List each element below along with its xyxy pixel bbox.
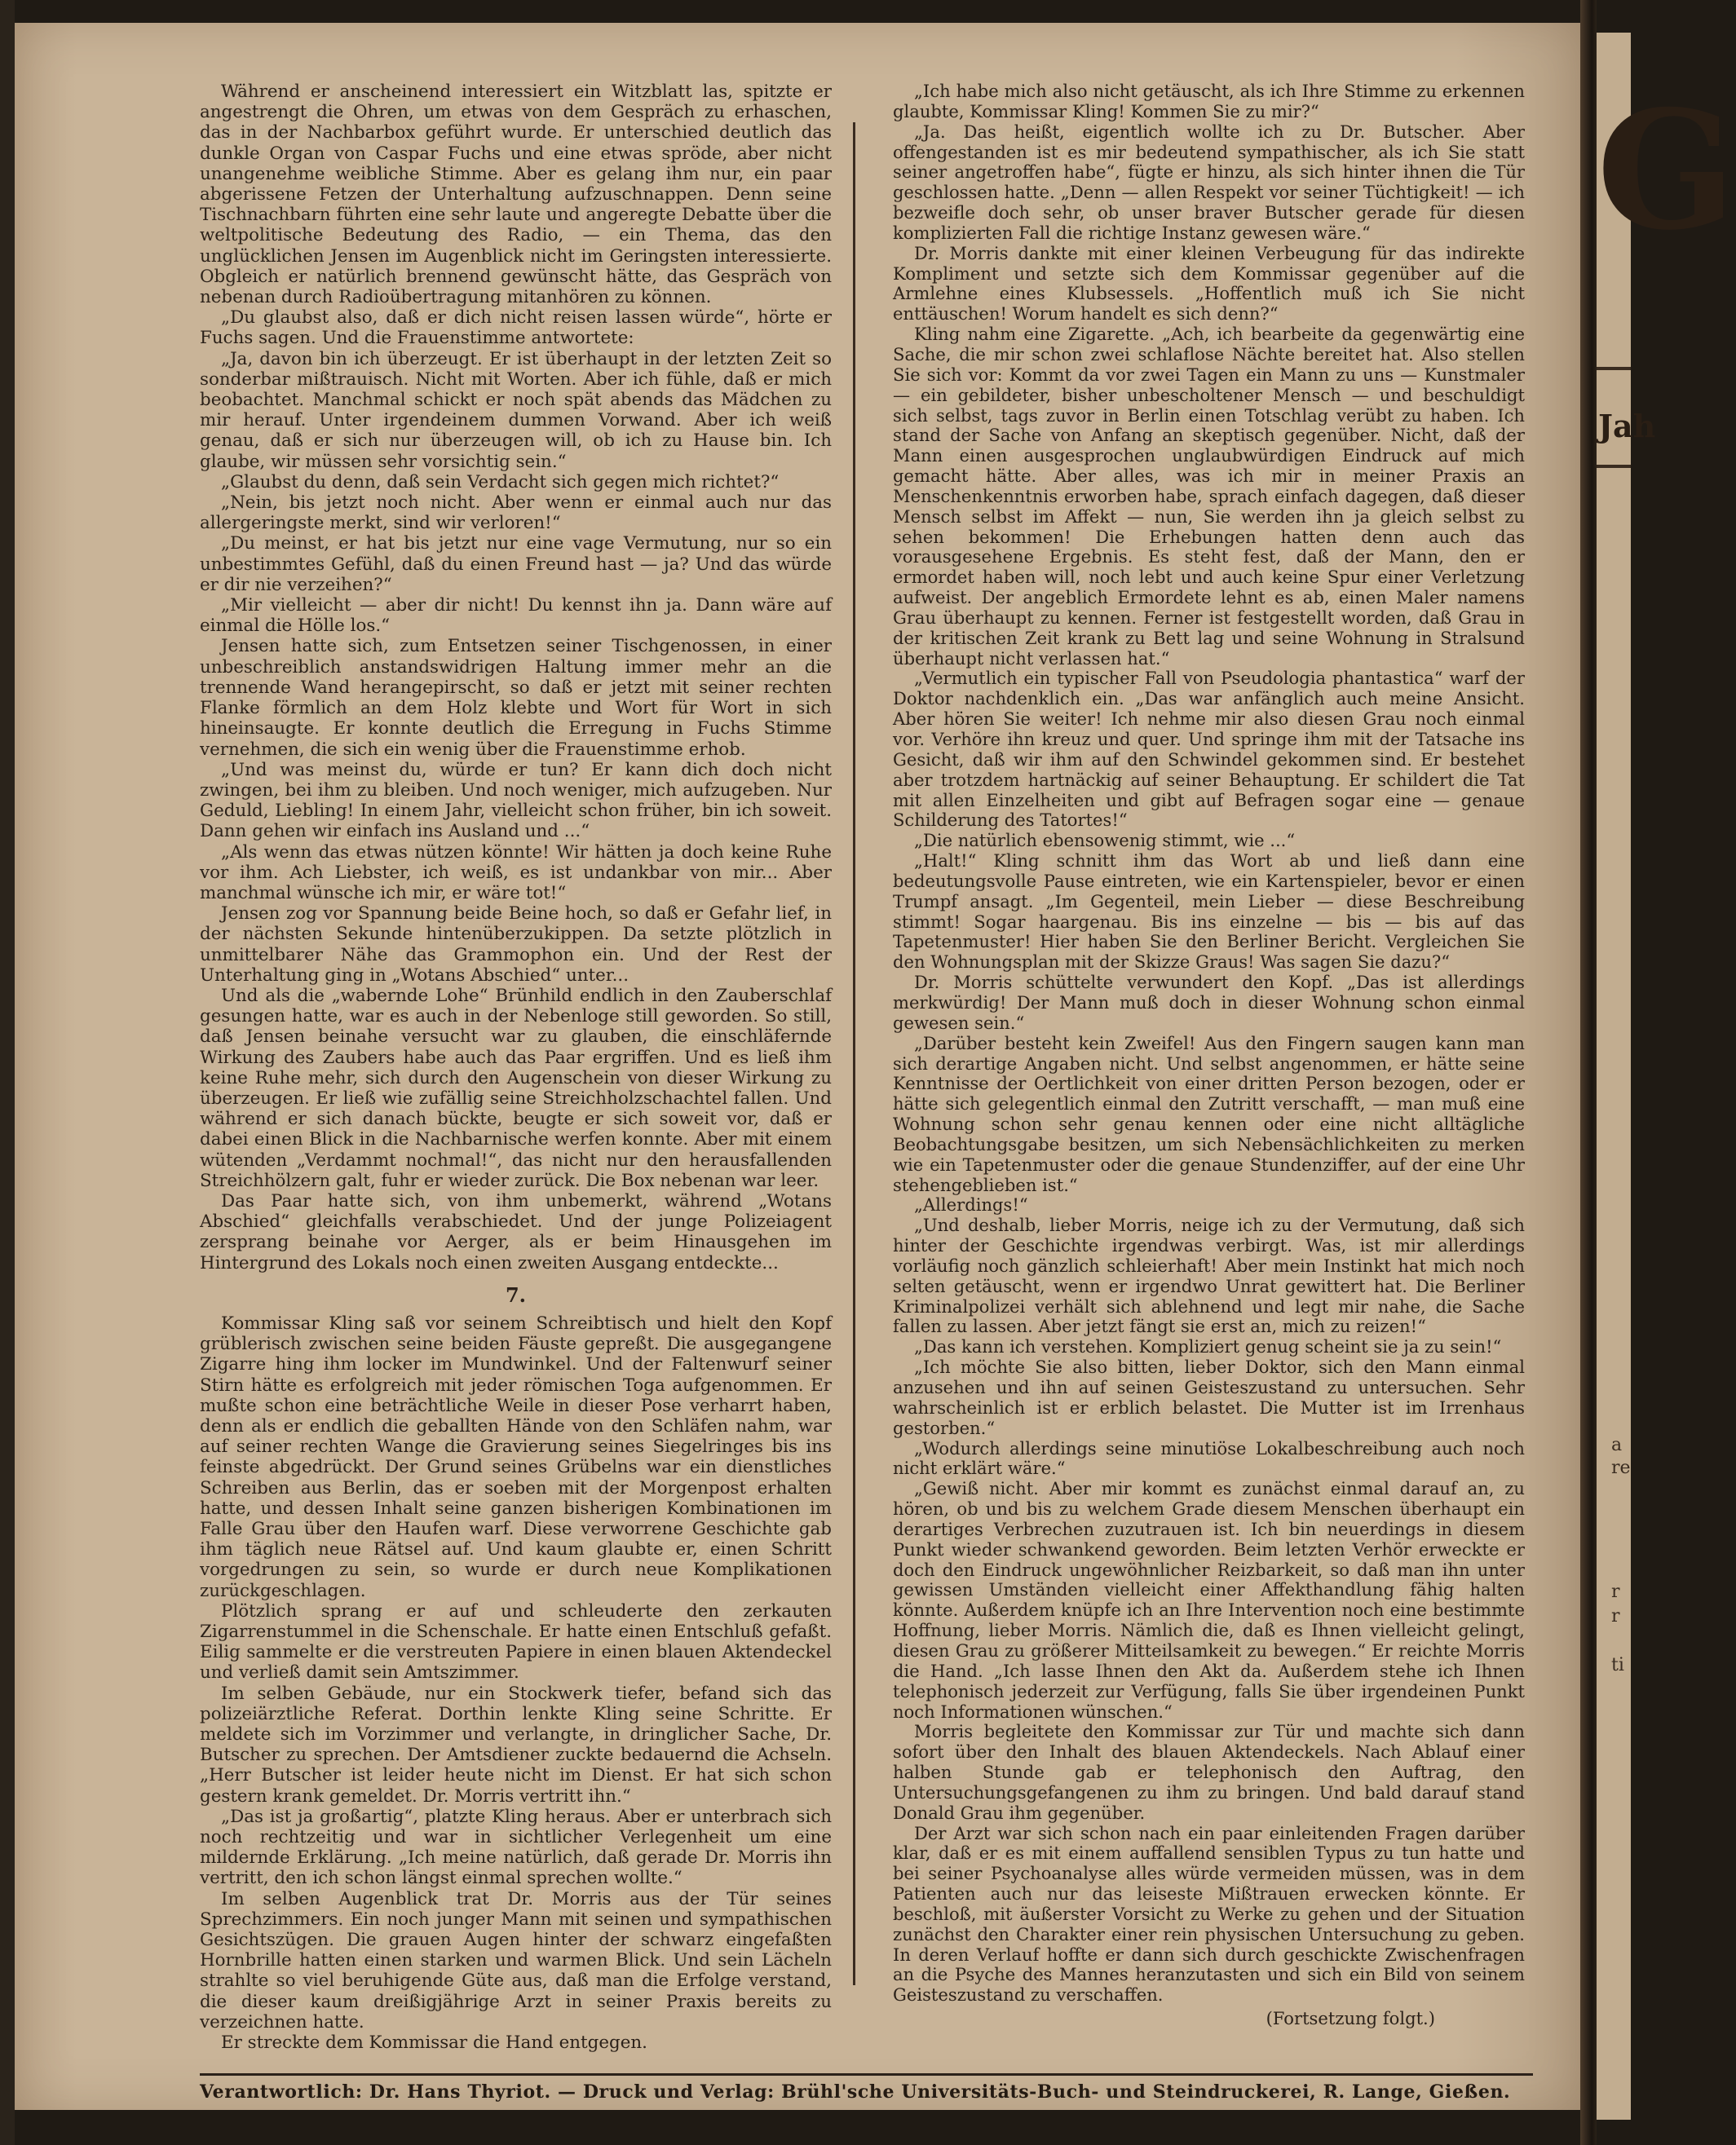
- article-paragraph: „Und was meinst du, würde er tun? Er kann dich doch nicht zwingen, bei ihm zu bleiben. Und noch weniger, mich aufzugeben. Nur Geduld, Liebling! In einem Jahr, vielleicht schon früher, bin ich soweit. Dann gehen wir einfach ins Ausland und ...“: [200, 759, 832, 842]
- article-paragraph: „Nein, bis jetzt noch nicht. Aber wenn er einmal auch nur das allergeringste merkt, sind wir verloren!“: [200, 492, 832, 534]
- article-paragraph: Während er anscheinend interessiert ein Witzblatt las, spitzte er angestrengt die Ohren, um etwas von dem Gespräch zu erhaschen, das in der Nachbarbox geführt wurde. Er unterschied deutlich das dunkle Organ von Caspar Fuchs und eine etwas spröde, aber nicht unangenehme weibliche Stimme. Aber es gelang ihm nur, ein paar abgerissene Fetzen der Unterhaltung aufzuschnappen. Denn seine Tischnachbarn führten eine sehr laute und angeregte Debatte über die weltpolitische Bedeutung des Radio, — ein Thema, das den unglücklichen Jensen im Augenblick nicht im Geringsten interessierte. Obgleich er natürlich brennend gewünscht hätte, das Gespräch von nebenan durch Radioübertragung mitanhören zu können.: [200, 82, 832, 308]
- adjacent-page-rule: [1597, 367, 1631, 370]
- article-paragraph: „Die natürlich ebensowenig stimmt, wie ...“: [914, 830, 1296, 851]
- article-paragraph: „Ich möchte Sie also bitten, lieber Doktor, sich den Mann einmal anzusehen und ihn auf seinen Geisteszustand zu untersuchen. Sehr wahrscheinlich ist er erblich belastet. Die Mutter ist im Irrenhaus gestorben.“: [893, 1357, 1525, 1438]
- adjacent-page-subtitle-fragment: Jah: [1598, 408, 1656, 444]
- adjacent-page-edge: [1597, 33, 1736, 2120]
- article-paragraph: Dr. Morris dankte mit einer kleinen Verbeugung für das indirekte Kompliment und setzte sich dem Kommissar gegenüber auf die Armlehne eines Klubsessels. „Hoffentlich muß ich Sie nicht enttäuschen! Worum handelt es sich denn?“: [893, 242, 1525, 324]
- article-paragraph: Morris begleitete den Kommissar zur Tür und machte sich dann sofort über den Inhalt des blauen Aktendeckels. Nach Ablauf einer halben Stunde gab er telephonisch den Auftrag, den Untersuchungsgefangenen zu ihm zu bringen. Und bald darauf stand Donald Grau ihm gegenüber.: [893, 1721, 1525, 1823]
- article-paragraph: „Darüber besteht kein Zweifel! Aus den Fingern saugen kann man sich derartige Angaben nicht. Und selbst angenommen, er hätte seine Kenntnisse der Oertlichkeit von einer dritten Person bezogen, oder er hätte sich gelegentlich einmal den Zutritt verschafft, — man muß eine Wohnung schon sehr genau kennen oder eine nicht alltägliche Beobachtungsgabe besitzen, um sich Nebensächlichkeiten zu merken wie ein Tapetenmuster oder die genaue Stundenziffer, auf der eine Uhr stehengeblieben ist.“: [893, 1032, 1525, 1195]
- article-paragraph: „Du meinst, er hat bis jetzt nur eine vage Vermutung, nur so ein unbestimmtes Gefühl, daß du einen Freund hast — ja? Und das würde er dir nie verzeihen?“: [200, 533, 832, 595]
- article-paragraph: Kommissar Kling saß vor seinem Schreibtisch und hielt den Kopf grüblerisch zwischen seine beiden Fäuste gepreßt. Die ausgegangene Zigarre hing ihm locker im Mundwinkel. Und der Faltenwurf seiner Stirn hätte es erfolgreich mit jeder römischen Toga aufgenommen. Er mußte schon eine beträchtliche Weile in dieser Pose verharrt haben, denn als er endlich die geballten Hände von den Schläfen nahm, war auf seiner rechten Wange die Gravierung seines Siegelringes bis ins feinste abgedrückt. Der Grund seines Grübelns war ein dienstliches Schreiben aus Berlin, das er soeben mit der Morgenpost erhalten hatte, und dessen Inhalt seine ganzen bisherigen Kombinationen im Falle Grau über den Haufen warf. Diese verworrene Geschichte gab ihm täglich neue Rätsel auf. Und kaum glaubte er, einen Schritt vorgedrungen zu sein, so wurde er durch neue Komplikationen zurückgeschlagen.: [200, 1313, 832, 1601]
- adjacent-page-text-fragment: ti: [1611, 1655, 1624, 1675]
- article-paragraph: Dr. Morris schüttelte verwundert den Kopf. „Das ist allerdings merkwürdig! Der Mann muß doch in dieser Wohnung schon einmal gewesen sein.“: [893, 972, 1525, 1033]
- book-binding-left: [0, 0, 15, 2145]
- article-paragraph: Plötzlich sprang er auf und schleuderte den zerkauten Zigarrenstummel in die Schenschale. Er hatte einen Entschluß gefaßt. Eilig sammelte er die verstreuten Papiere in einen blauen Aktendeckel und verließ damit sein Amtszimmer.: [200, 1600, 832, 1684]
- article-right-column: [893, 82, 1525, 2055]
- footer-rule: [200, 2073, 1533, 2076]
- article-left-column: [200, 82, 832, 2055]
- adjacent-page-text-fragment: re: [1611, 1458, 1631, 1478]
- adjacent-page-rule: [1597, 465, 1631, 468]
- section-number: 7.: [505, 1282, 527, 1307]
- article-paragraph: „Mir vielleicht — aber dir nicht! Du kennst ihn ja. Dann wäre auf einmal die Hölle los.“: [200, 595, 832, 637]
- article-paragraph: „Glaubst du denn, daß sein Verdacht sich gegen mich richtet?“: [221, 471, 780, 492]
- column-divider: [853, 122, 855, 1985]
- article-paragraph: Im selben Gebäude, nur ein Stockwerk tiefer, befand sich das polizeiärztliche Referat. Dorthin lenkte Kling seine Schritte. Er meldete sich im Vorzimmer und verlangte, in dringlicher Sache, Dr. Butscher zu sprechen. Der Amtsdiener zuckte bedauernd die Achseln. „Herr Butscher ist leider heute nicht im Dienst. Er hat sich schon gestern krank gemeldet. Dr. Morris vertritt ihn.“: [200, 1683, 832, 1807]
- article-paragraph: Kling nahm eine Zigarette. „Ach, ich bearbeite da gegenwärtig eine Sache, die mir schon zwei schlaflose Nächte bereitet hat. Also stellen Sie sich vor: Kommt da vor zwei Tagen ein Mann zu uns — Kunstmaler — ein gebildeter, bisher unbescholtener Mensch — und beschuldigt sich selbst, tags zuvor in Berlin einen Totschlag verübt zu haben. Ich stand der Sache von Anfang an skeptisch gegenüber. Nicht, daß der Mann einen ausgesprochen unglaubwürdigen Eindruck auf mich gemacht hätte. Aber alles, was ich mir in meiner Praxis an Menschenkenntnis erworben habe, sprach einfach dagegen, daß dieser Mensch selbst im Affekt — nun, Sie werden ihn ja gleich selbst zu sehen bekommen! Die Erhebungen hatten denn auch das vorausgesehene Ergebnis. Es steht fest, daß der Mann, den er ermordet haben will, noch lebt und auch keine Spur einer Verletzung aufweist. Der angeblich Ermordete lehnt es ab, einen Maler namens Grau überhaupt zu kennen. Ferner ist festgestellt worden, daß Grau in der kritischen Zeit krank zu Bett lag und seine Wohnung in Stralsund überhaupt nicht verlassen hat.“: [893, 324, 1525, 669]
- article-paragraph: Im selben Augenblick trat Dr. Morris aus der Tür seines Sprechzimmers. Ein noch junger Mann mit seinen und sympathischen Gesichtszügen. Die grauen Augen hinter der schwarz eingefaßten Hornbrille hatten einen starken und warmen Blick. Und sein Lächeln strahlte so viel beruhigende Güte aus, daß man die Erfolge verstand, die dieser kaum dreißigjährige Arzt in seiner Praxis bereits zu verzeichnen hatte.: [200, 1888, 832, 2032]
- article-paragraph: „Gewiß nicht. Aber mir kommt es zunächst einmal darauf an, zu hören, ob und bis zu welchem Grade diesem Menschen überhaupt ein derartiges Verbrechen zuzutrauen ist. Ich bin neuerdings in diesem Punkt wieder schwankend geworden. Beim letzten Verhör erweckte er doch den Eindruck ungewöhnlicher Reizbarkeit, so daß man ihn unter gewissen Umständen vielleicht einer Affekthandlung fähig halten könnte. Außerdem knüpfe ich an Ihre Intervention noch eine bestimmte Hoffnung, lieber Morris. Nämlich die, daß es Ihnen vielleicht gelingt, diesen Grau zu größerer Mitteilsamkeit zu bewegen.“ Er reichte Morris die Hand. „Ich lasse Ihnen den Akt da. Außerdem stehe ich Ihnen telephonisch jederzeit zur Verfügung, falls Sie über irgendeinen Punkt noch Informationen wünschen.“: [893, 1478, 1525, 1722]
- article-paragraph: „Ich habe mich also nicht getäuscht, als ich Ihre Stimme zu erkennen glaubte, Kommissar Kling! Kommen Sie zu mir?“: [893, 81, 1525, 121]
- article-paragraph: „Du glaubst also, daß er dich nicht reisen lassen würde“, hörte er Fuchs sagen. Und die Frauenstimme antwortete:: [200, 307, 832, 349]
- article-paragraph: „Als wenn das etwas nützen könnte! Wir hätten ja doch keine Ruhe vor ihm. Ach Liebster, ich weiß, es ist undankbar von mir... Aber manchmal wünsche ich mir, er wäre tot!“: [200, 841, 832, 903]
- article-paragraph: „Vermutlich ein typischer Fall von Pseudologia phantastica“ warf der Doktor nachdenklich ein. „Das war anfänglich auch meine Ansicht. Aber hören Sie weiter! Ich nehme mir also diesen Grau noch einmal vor. Verhöre ihn kreuz und quer. Und springe ihm mit der Tatsache ins Gesicht, daß wir ihm auf den Schwindel gekommen sind. Er bestehet aber trotzdem hartnäckig auf seiner Behauptung. Er schildert die Tat mit allen Einzelheiten und gibt auf Befragen sogar eine — genaue Schilderung des Tatortes!“: [893, 668, 1525, 831]
- article-paragraph: „Halt!“ Kling schnitt ihm das Wort ab und ließ dann eine bedeutungsvolle Pause eintreten, wie ein Kartenspieler, bevor er einen Trumpf ansagt. „Im Gegenteil, mein Lieber — diese Beschreibung stimmt! Sogar haargenau. Bis ins einzelne — bis — bis auf das Tapetenmuster! Hier haben Sie den Berliner Bericht. Vergleichen Sie den Wohnungsplan mit der Skizze Graus! Was sagen Sie dazu?“: [893, 850, 1525, 973]
- adjacent-page-text-fragment: a: [1611, 1435, 1623, 1455]
- continued-notice: (Fortsetzung folgt.): [1266, 2008, 1435, 2029]
- adjacent-page-headline-fragment: G: [1597, 75, 1736, 267]
- article-paragraph: „Und deshalb, lieber Morris, neige ich zu der Vermutung, daß sich hinter der Geschichte irgendwas verbirgt. Was, ist mir allerdings vorläufig noch gänzlich schleierhaft! Aber mein Instinkt hat mich noch selten getäuscht, wenn er irgendwo Unrat gewittert hat. Die Berliner Kriminalpolizei verhält sich ablehnend und legt mir nahe, die Sache fallen zu lassen. Aber jetzt fängt sie erst an, mich zu reizen!“: [893, 1215, 1525, 1337]
- article-paragraph: Das Paar hatte sich, von ihm unbemerkt, während „Wotans Abschied“ gleichfalls verabschiedet. Und der junge Polizeiagent zersprang beinahe vor Aerger, als er beim Hinausgehen im Hintergrund des Lokals noch einen zweiten Ausgang entdeckte...: [200, 1190, 832, 1273]
- article-paragraph: Jensen hatte sich, zum Entsetzen seiner Tischgenossen, in einer unbeschreiblich anstandswidrigen Haltung immer mehr an die trennende Wand herangepirscht, so daß er jetzt mit seiner rechten Flanke förmlich an dem Holz klebte und Wort für Wort in sich hineinsaugte. Er konnte deutlich die Erregung in Fuchs Stimme vernehmen, die sich ein wenig über die Frauenstimme erhob.: [200, 636, 832, 760]
- book-gutter: [1580, 0, 1597, 2145]
- article-paragraph: „Ja, davon bin ich überzeugt. Er ist überhaupt in der letzten Zeit so sonderbar mißtrauisch. Nicht mit Worten. Aber ich fühle, daß er mich beobachtet. Manchmal schickt er noch spät abends das Mädchen zu mir herauf. Unter irgendeinem dummen Vorwand. Aber ich weiß genau, daß er sich nur überzeugen will, ob ich zu Hause bin. Ich glaube, wir müssen sehr vorsichtig sein.“: [200, 348, 832, 472]
- article-paragraph: „Das kann ich verstehen. Kompliziert genug scheint sie ja zu sein!“: [914, 1336, 1502, 1357]
- adjacent-page-text-fragment: r: [1611, 1582, 1620, 1602]
- article-paragraph: „Das ist ja großartig“, platzte Kling heraus. Aber er unterbrach sich noch rechtzeitig und war in sichtlicher Verlegenheit um eine mildernde Erklärung. „Ich meine natürlich, daß gerade Dr. Morris ihn vertritt, den ich schon längst einmal sprechen wollte.“: [200, 1806, 832, 1889]
- article-paragraph: „Ja. Das heißt, eigentlich wollte ich zu Dr. Butscher. Aber offengestanden ist es mir bedeutend sympathischer, als ich Sie statt seiner angetroffen habe“, fügte er hinzu, als sich hinter ihnen die Tür geschlossen hatte. „Denn — allen Respekt vor seiner Tüchtigkeit! — ich bezweifle doch sehr, ob unser braver Butscher gerade für diesen komplizierten Fall die richtige Instanz gewesen wäre.“: [893, 121, 1525, 243]
- article-paragraph: „Wodurch allerdings seine minutiöse Lokalbeschreibung auch noch nicht erklärt wäre.“: [893, 1437, 1525, 1479]
- imprint-footer: Verantwortlich: Dr. Hans Thyriot. — Druck und Verlag: Brühl'sche Universitäts-Buch- und Steindruckerei, R. Lange, Gießen.: [200, 2081, 1511, 2103]
- article-paragraph: Er streckte dem Kommissar die Hand entgegen.: [221, 2032, 647, 2054]
- article-paragraph: Und als die „wabernde Lohe“ Brünhild endlich in den Zauberschlaf gesungen hatte, war es auch in der Nebenloge still geworden. So still, daß Jensen beinahe versucht war zu glauben, die einschläfernde Wirkung des Zaubers habe auch das Paar ergriffen. Und es ließ ihm keine Ruhe mehr, sich durch den Augenschein von dieser Wirkung zu überzeugen. Er ließ wie zufällig seine Streichholzschachtel fallen. Und während er sich danach bückte, beugte er sich soweit vor, daß er dabei einen Blick in die Nachbarnische werfen konnte. Aber mit einem wütenden „Verdammt nochmal!“, das nicht nur den herausfallenden Streichhölzern galt, fuhr er wieder zurück. Die Box nebenan war leer.: [200, 985, 832, 1191]
- article-paragraph: Der Arzt war sich schon nach ein paar einleitenden Fragen darüber klar, daß er es mit einem auffallend sensiblen Typus zu tun hatte und bei seiner Psychoanalyse alles würde vermeiden müssen, was in dem Patienten auch nur das leiseste Mißtrauen erwecken könnte. Er beschloß, mit äußerster Vorsicht zu Werke zu gehen und der Situation zunächst den Charakter einer rein physischen Untersuchung zu geben. In deren Verlauf hoffte er dann sich durch geschickte Zwischenfragen an die Psyche des Mannes heranzutasten und sich ein Bild von seinem Geisteszustand zu verschaffen.: [893, 1822, 1525, 2006]
- article-paragraph: „Allerdings!“: [914, 1194, 1028, 1216]
- article-paragraph: Jensen zog vor Spannung beide Beine hoch, so daß er Gefahr lief, in der nächsten Sekunde hintenüberzukippen. Da setzte plötzlich in unmittelbarer Nähe das Grammophon ein. Und der Rest der Unterhaltung ging in „Wotans Abschied“ unter...: [200, 903, 832, 986]
- adjacent-page-text-fragment: r: [1611, 1606, 1620, 1626]
